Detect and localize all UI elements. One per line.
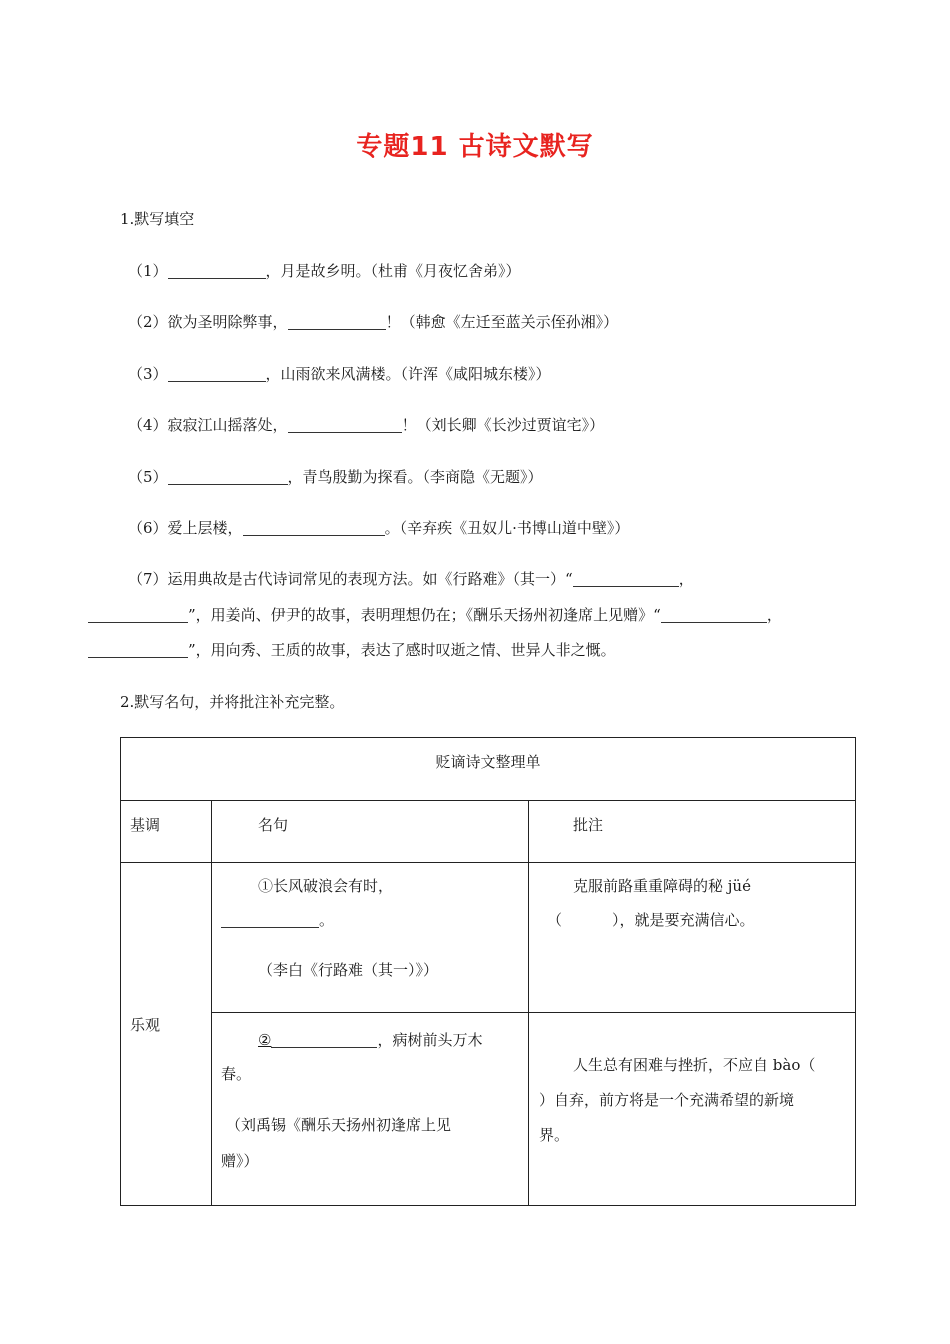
answer-blank[interactable]: [288, 417, 402, 433]
answer-blank[interactable]: [221, 912, 319, 928]
note-text: （: [547, 911, 563, 929]
q2-heading: 2.默写名句，并将批注补充完整。: [120, 693, 345, 711]
header-cell: [121, 801, 212, 863]
item-number: （4）: [128, 416, 168, 434]
q1-item-7-line-2: [88, 604, 782, 625]
item-number: （2）: [128, 313, 168, 331]
header-cell: [529, 801, 856, 863]
quote-cell: [212, 863, 529, 1013]
quote-text: 。: [319, 911, 335, 929]
item-text: ，: [678, 570, 694, 588]
q1-item-1: [128, 260, 521, 281]
answer-blank[interactable]: [573, 571, 679, 587]
quote-line: ①长风破浪会有时，: [258, 877, 394, 895]
note-line: [547, 909, 755, 930]
item-text: ！（刘长卿《长沙过贾谊宅》）: [401, 416, 605, 434]
item-text: ，山雨欲来风满楼。（许浑《咸阳城东楼》）: [265, 365, 551, 383]
q1-heading: 1.默写填空: [120, 210, 195, 228]
answer-blank[interactable]: [168, 469, 288, 485]
note-line: 界。: [539, 1126, 570, 1144]
item-marker: ②: [258, 1031, 272, 1049]
q1-item-4: [128, 414, 604, 435]
item-text: 欲为圣明除弊事，: [167, 313, 288, 331]
quote-cell: [212, 1013, 529, 1206]
header-quote: 名句: [258, 816, 289, 834]
note-line: ）自弃，前方将是一个充满希望的新境: [539, 1091, 795, 1109]
summary-table: [120, 737, 856, 1206]
q1-item-6: [128, 517, 629, 538]
header-tone: 基调: [130, 816, 161, 834]
quote-line: 春。: [221, 1065, 252, 1083]
item-number: （1）: [128, 262, 168, 280]
quote-line: [258, 1029, 482, 1050]
quote-line: [221, 909, 334, 930]
quote-source: 赠》）: [221, 1152, 259, 1170]
note-line: 人生总有困难与挫折，不应自 bào（: [573, 1056, 816, 1074]
tone-label: 乐观: [130, 1016, 161, 1034]
answer-blank[interactable]: [661, 607, 767, 623]
item-text: （7）运用典故是古代诗词常见的表现方法。如《行路难》（其一）“: [128, 570, 573, 588]
q1-item-7-line-1: [128, 568, 694, 589]
header-note: 批注: [573, 816, 604, 834]
item-text: ”，用向秀、王质的故事，表达了感时叹逝之情、世异人非之慨。: [188, 641, 616, 659]
item-number: （6）: [128, 519, 168, 537]
quote-source: （刘禹锡《酬乐天扬州初逢席上见: [226, 1116, 452, 1134]
answer-blank[interactable]: [243, 520, 385, 536]
item-text: 寂寂江山摇落处，: [167, 416, 288, 434]
answer-blank[interactable]: [88, 642, 188, 658]
q1-item-3: [128, 363, 551, 384]
item-number: （3）: [128, 365, 168, 383]
note-line: 克服前路重重障碍的秘 jüé: [573, 877, 751, 895]
note-cell: [529, 863, 856, 1013]
item-text: ，月是故乡明。（杜甫《月夜忆舍弟》）: [265, 262, 521, 280]
q1-item-5: [128, 466, 543, 487]
item-text: ，: [766, 606, 782, 624]
header-cell: [212, 801, 529, 863]
answer-blank[interactable]: [168, 263, 266, 279]
quote-source: （李白《行路难（其一）》）: [258, 961, 439, 979]
q1-item-2: [128, 311, 618, 332]
tone-cell: [121, 863, 212, 1206]
item-text: ，青鸟殷勤为探看。（李商隐《无题》）: [287, 468, 543, 486]
answer-blank[interactable]: [88, 607, 188, 623]
note-cell: [529, 1013, 856, 1206]
note-text: ），就是要充满信心。: [612, 911, 755, 929]
item-text: 爱上层楼，: [167, 519, 243, 537]
answer-blank[interactable]: [168, 366, 266, 382]
answer-blank[interactable]: [271, 1032, 377, 1048]
item-text: 。（辛弃疾《丑奴儿·书博山道中壁》）: [384, 519, 630, 537]
item-number: （5）: [128, 468, 168, 486]
table-caption: 贬谪诗文整理单: [435, 753, 541, 771]
answer-blank[interactable]: [288, 314, 386, 330]
page-title: 专题11 古诗文默写: [356, 132, 594, 162]
quote-text: ，病树前头万木: [377, 1031, 483, 1049]
q1-item-7-line-3: [88, 639, 616, 660]
item-text: ”，用姜尚、伊尹的故事，表明理想仍在；《酬乐天扬州初逢席上见赠》“: [188, 606, 661, 624]
table-caption-cell: [121, 738, 856, 801]
item-text: ！（韩愈《左迁至蓝关示侄孙湘》）: [385, 313, 619, 331]
